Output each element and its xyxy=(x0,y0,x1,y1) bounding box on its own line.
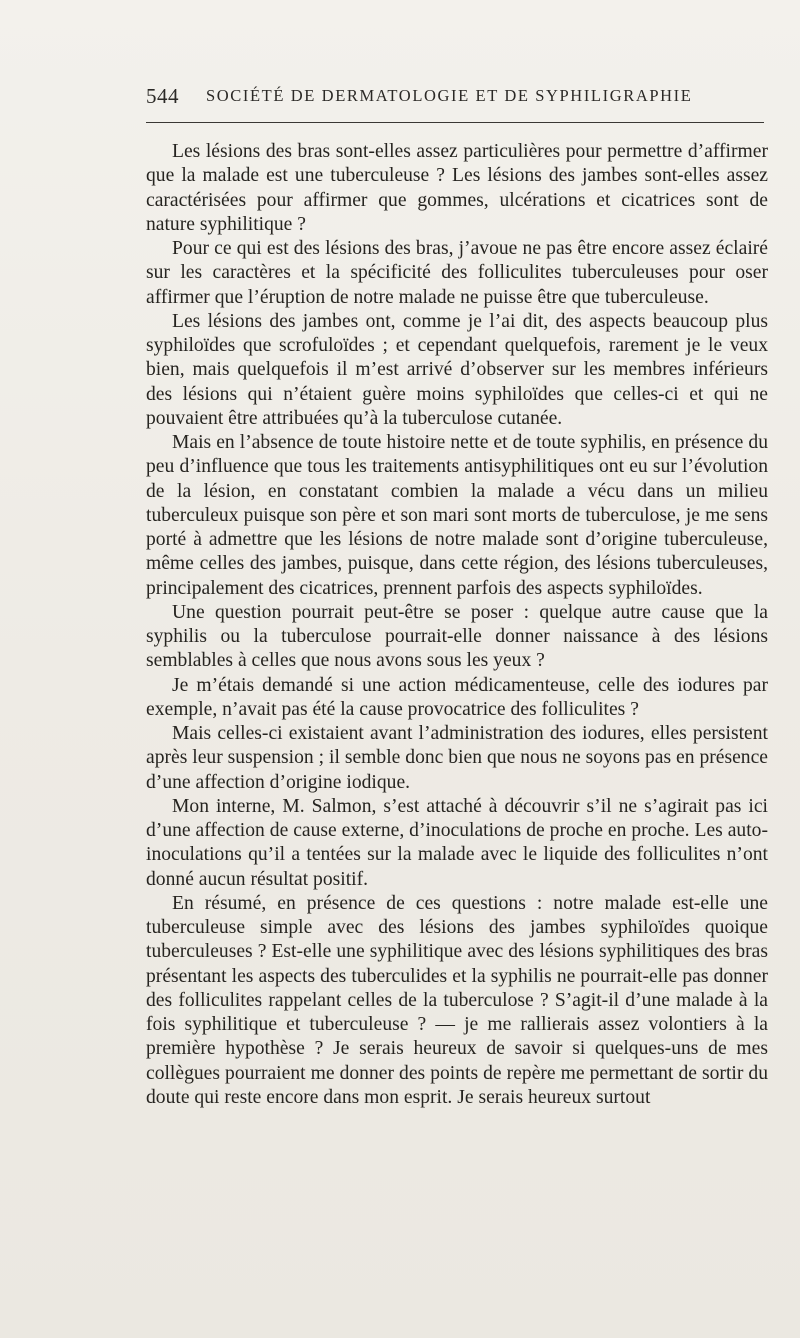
paragraph: Pour ce qui est des lésions des bras, j’avoue ne pas être encore assez éclairé sur les caractères et la spécificité des folliculites tuberculeuses pour oser affirmer que l’éruption de notre malade ne puisse être que tuberculeuse. xyxy=(146,238,768,308)
paragraph: En résumé, en présence de ces questions : notre malade est-elle une tuberculeuse simple avec des lésions des jambes syphiloïdes quoique tuberculeuses ? Est-elle une syphilitique avec des lésions syphilitiques des bras présentant les aspects des tuberculides et la syphilis ne pourrait-elle pas donner des folliculites rappelant celles de la tuberculose ? S’agit-il d’une malade à la fois syphilitique et tuberculeuse ? — je me rallierais assez volontiers à la première hypothèse ? Je serais heureux de savoir si quelques-uns de mes collègues pourraient me donner des points de repère me permettant de sortir du doute qui reste encore dans mon esprit. Je serais heureux surtout xyxy=(146,892,768,1108)
page-header xyxy=(146,84,766,114)
paragraph: Les lésions des jambes ont, comme je l’ai dit, des aspects beaucoup plus syphiloïdes que scrofuloïdes ; et cependant quelquefois, rarement je le veux bien, mais quelquefois il m’est arrivé d’observer sur les membres inférieurs des lésions qui n’étaient guère moins syphiloïdes que celles-ci et qui ne pouvaient être attribuées qu’à la tuberculose cutanée. xyxy=(146,310,768,429)
paragraph: Mon interne, M. Salmon, s’est attaché à découvrir s’il ne s’agirait pas ici d’une affection de cause externe, d’inoculations de proche en proche. Les auto-inoculations qu’il a tentées sur la malade avec le liquide des folliculites n’ont donné aucun résultat positif. xyxy=(146,795,768,890)
paragraph: Les lésions des bras sont-elles assez particulières pour permettre d’affirmer que la malade est une tuberculeuse ? Les lésions des jambes sont-elles assez caractérisées pour affirmer que gommes, ulcérations et cicatrices sont de nature syphilitique ? xyxy=(146,141,768,235)
paragraph: Une question pourrait peut-être se poser : quelque autre cause que la syphilis ou la tuberculose pourrait-elle donner naissance à des lésions semblables à celles que nous avons sous les yeux ? xyxy=(146,601,768,672)
running-head: SOCIÉTÉ DE DERMATOLOGIE ET DE SYPHILIGRAPHIE xyxy=(206,86,693,105)
paragraph: Je m’étais demandé si une action médicamenteuse, celle des iodures par exemple, n’avait pas été la cause provocatrice des folliculites ? xyxy=(146,674,768,720)
paragraph: Mais en l’absence de toute histoire nette et de toute syphilis, en présence du peu d’influence que tous les traitements antisyphilitiques ont eu sur l’évolution de la lésion, en constatant combien la malade a vécu dans un milieu tuberculeux puisque son père et son mari sont morts de tuberculose, je me sens porté à admettre que les lésions de notre malade sont d’origine tuberculeuse, même celles des jambes, puisque, dans cette région, des lésions tuberculeuses, principalement des cicatrices, prennent parfois des aspects syphiloïdes. xyxy=(146,432,768,599)
paragraph: Mais celles-ci existaient avant l’administration des iodures, elles persistent après leur suspension ; il semble donc bien que nous ne soyons pas en présence d’une affection d’origine iodique. xyxy=(146,723,768,793)
page-number: 544 xyxy=(146,84,179,108)
header-rule xyxy=(146,122,764,123)
body-text xyxy=(146,140,768,1110)
